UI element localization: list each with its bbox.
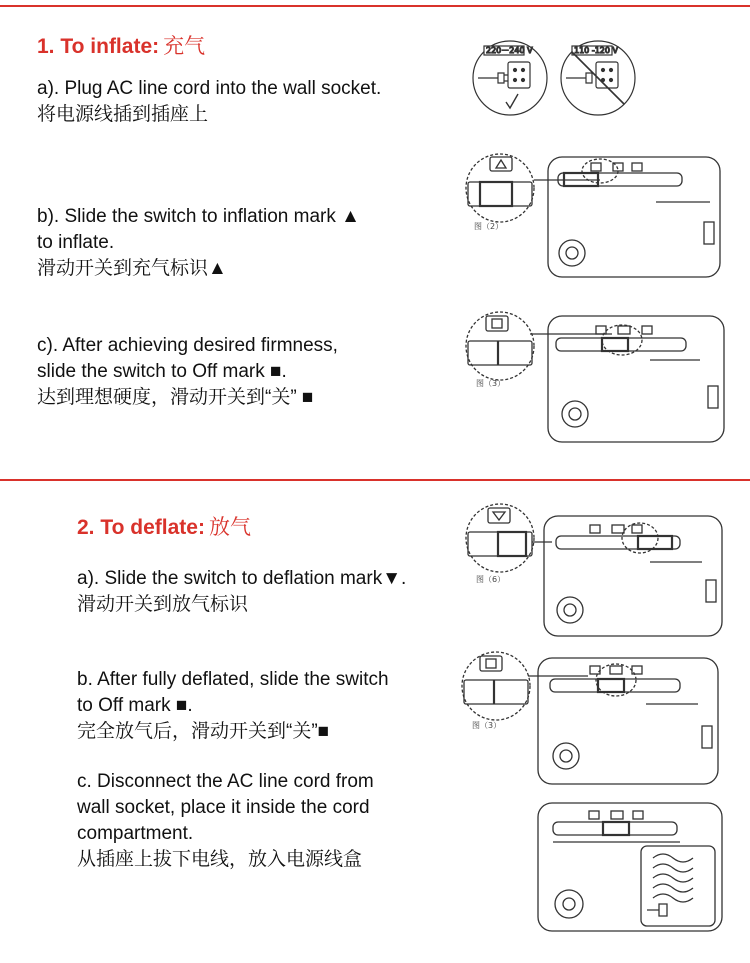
inflate-step-a-en: a). Plug AC line cord into the wall socket. <box>37 78 382 99</box>
deflate-step-c-en3: compartment. <box>77 823 194 844</box>
deflate-heading <box>77 511 251 541</box>
deflate-step-c-cn: 从插座上拔下电线，放入电源线盒 <box>77 849 363 870</box>
voltage-no-label: 110 -120 V <box>574 46 618 55</box>
inflate-switch-figure <box>460 150 725 280</box>
voltage-ok-label: 220－240 V <box>486 46 533 55</box>
deflate-heading-cn: 放气 <box>208 515 251 539</box>
inflate-step-c-en1: c). After achieving desired firmness, <box>37 335 338 356</box>
deflate-fig-a-caption: 图（6） <box>476 575 506 584</box>
off-square-icon <box>492 319 502 328</box>
cord-box-icon <box>641 846 715 926</box>
inflate-step-c-cn: 达到理想硬度，滑动开关到“关” ■ <box>37 387 314 408</box>
off-square-icon-2 <box>486 659 496 668</box>
deflate-step-b <box>77 667 389 745</box>
plug-prohibited-icon <box>561 41 635 115</box>
deflate-heading-en: 2. To deflate: <box>77 516 205 539</box>
inflate-step-c-en2: slide the switch to Off mark ■. <box>37 361 287 382</box>
inflate-heading-en: 1. To inflate: <box>37 35 160 58</box>
deflate-switch-figure <box>462 500 727 640</box>
deflate-triangle-icon <box>493 512 505 520</box>
section-divider <box>0 479 750 481</box>
deflate-step-a <box>77 566 406 618</box>
deflate-step-b-en2: to Off mark ■. <box>77 695 193 716</box>
inflate-step-c <box>37 333 338 411</box>
deflate-fig-b-caption: 图（3） <box>472 721 502 730</box>
inflate-fig-c-caption: 图（3） <box>476 379 506 388</box>
inflate-fig-b-caption: 图（2） <box>474 222 504 231</box>
inflate-step-b-cn: 滑动开关到充气标识▲ <box>37 258 227 279</box>
inflate-step-b-en1: b). Slide the switch to inflation mark ▲ <box>37 206 360 227</box>
inflate-step-a-cn: 将电源线插到插座上 <box>37 104 209 125</box>
plug-ok-icon <box>473 41 547 115</box>
inflate-heading-cn: 充气 <box>163 34 206 58</box>
deflate-step-b-cn: 完全放气后，滑动开关到“关”■ <box>77 721 330 742</box>
deflate-step-c-en1: c. Disconnect the AC line cord from <box>77 771 374 792</box>
deflate-step-b-en1: b. After fully deflated, slide the switch <box>77 669 389 690</box>
top-divider <box>0 5 750 7</box>
deflate-step-c <box>77 769 374 873</box>
off-switch-figure <box>462 310 727 445</box>
deflate-step-c-en2: wall socket, place it inside the cord <box>77 797 370 818</box>
deflate-step-a-en: a). Slide the switch to deflation mark▼. <box>77 568 407 589</box>
inflate-triangle-icon <box>496 160 506 168</box>
deflate-off-figure <box>458 648 723 788</box>
inflate-step-a <box>37 76 381 128</box>
plug-voltage-figure <box>470 38 640 120</box>
deflate-step-a-cn: 滑动开关到放气标识 <box>77 594 249 615</box>
inflate-heading <box>37 30 205 60</box>
inflate-step-b-en2: to inflate. <box>37 232 115 253</box>
cord-compartment-figure <box>535 800 725 935</box>
inflate-step-b <box>37 204 360 282</box>
